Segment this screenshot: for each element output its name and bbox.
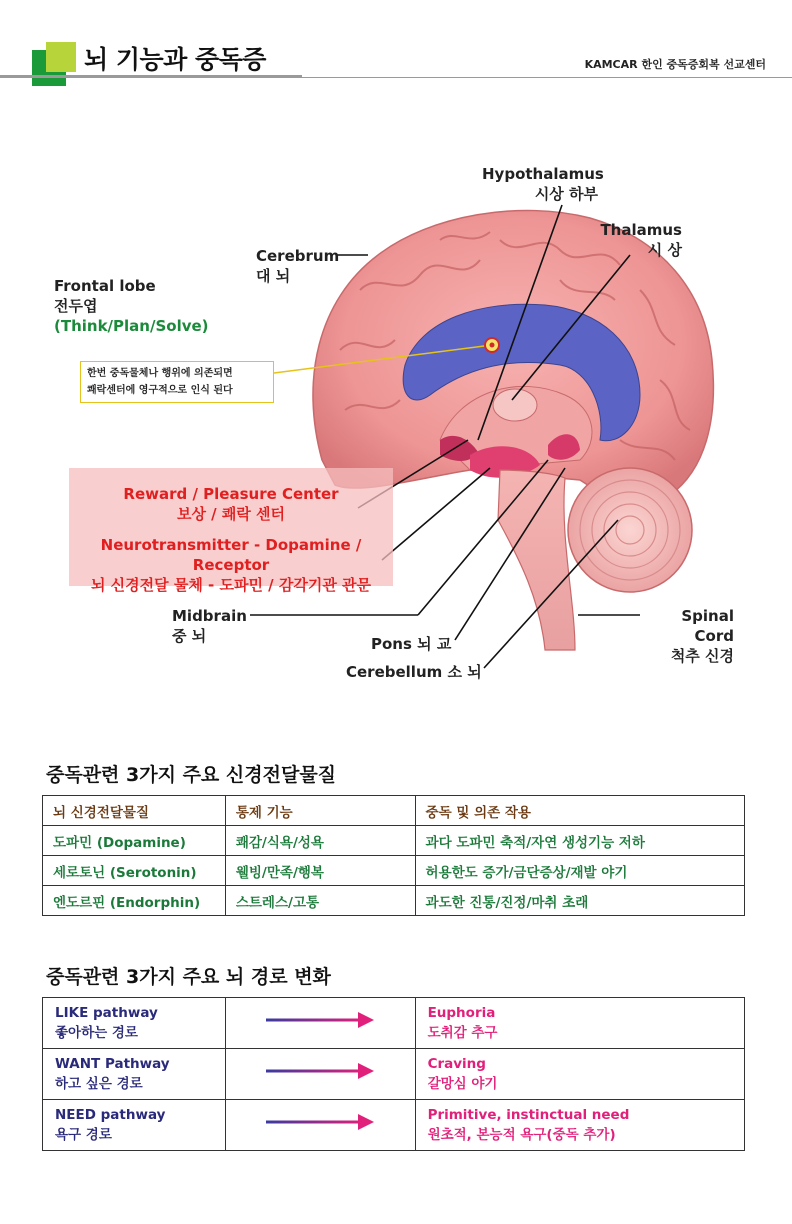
table-row (43, 826, 745, 856)
table-cell: 스트레스/고통 (225, 886, 415, 916)
reward-center-label: Reward / Pleasure Center 보상 / 쾌락 센터 (123, 485, 339, 523)
result-cell: Primitive, instinctual need 원초적, 본능적 욕구(중독 추가) (415, 1100, 744, 1151)
neurotransmitter-table-title: 중독관련 3가지 주요 신경전달물질 (46, 764, 337, 786)
cerebrum-label: Cerebrum 대 뇌 (256, 247, 340, 285)
result-cell: Euphoria 도취감 추구 (415, 998, 744, 1049)
pathway-cell: LIKE pathway 좋아하는 경로 (43, 998, 226, 1049)
frontal-lobe-label: Frontal lobe 전두엽 (Think/Plan/Solve) (54, 277, 209, 335)
table-row (43, 1100, 745, 1151)
arrow-right-icon (260, 1112, 380, 1132)
table-cell: 웰빙/만족/행복 (225, 856, 415, 886)
pons-label: Pons 뇌 교 (371, 635, 452, 653)
thalamus-label: Thalamus 시 상 (600, 221, 682, 259)
addiction-callout: 한번 중독물체나 행위에 의존되면 쾌락센터에 영구적으로 인식 된다 (80, 361, 274, 403)
table-row (43, 856, 745, 886)
pathway-table-title: 중독관련 3가지 주요 뇌 경로 변화 (46, 966, 331, 988)
header-accent-square-light (46, 42, 76, 72)
spinal-cord-label: Spinal Cord 척추 신경 (670, 607, 734, 665)
neurotransmitter-label: Neurotransmitter - Dopamine / Receptor 뇌 신경전달 물체 - 도파민 / 감각기관 관문 (90, 536, 372, 594)
table-cell: 과도한 진통/진정/마취 초래 (415, 886, 744, 916)
arrow-cell (225, 1049, 415, 1100)
arrow-right-icon (260, 1061, 380, 1081)
pathway-cell: NEED pathway 욕구 경로 (43, 1100, 226, 1151)
pathway-table (42, 997, 745, 1151)
brainstem-shape (498, 470, 575, 650)
neurotransmitter-table (42, 795, 745, 916)
table-header-row (43, 796, 745, 826)
organization-name: KAMCAR 한인 중독증회복 선교센터 (584, 58, 766, 71)
table-row (43, 1049, 745, 1100)
page-title: 뇌 기능과 중독증 (84, 45, 266, 74)
midbrain-label: Midbrain 중 뇌 (172, 607, 247, 645)
table-cell: 허용한도 증가/금단증상/재발 야기 (415, 856, 744, 886)
table-header-cell: 중독 및 의존 작용 (415, 796, 744, 826)
cerebellum-shape (568, 468, 692, 592)
table-cell: 엔도르핀 (Endorphin) (43, 886, 226, 916)
arrow-cell (225, 998, 415, 1049)
result-cell: Craving 갈망심 야기 (415, 1049, 744, 1100)
table-cell: 세로토닌 (Serotonin) (43, 856, 226, 886)
header-divider-thin (302, 77, 792, 78)
table-cell: 과다 도파민 축적/자연 생성기능 저하 (415, 826, 744, 856)
table-cell: 쾌감/식욕/성욕 (225, 826, 415, 856)
table-row (43, 886, 745, 916)
cerebellum-label: Cerebellum 소 뇌 (346, 663, 482, 681)
arrow-cell (225, 1100, 415, 1151)
table-header-cell: 뇌 신경전달물질 (43, 796, 226, 826)
hypothalamus-label: Hypothalamus 시상 하부 (482, 165, 604, 203)
table-cell: 도파민 (Dopamine) (43, 826, 226, 856)
header-divider (0, 75, 302, 78)
table-header-cell: 통제 기능 (225, 796, 415, 826)
pathway-cell: WANT Pathway 하고 싶은 경로 (43, 1049, 226, 1100)
arrow-right-icon (260, 1010, 380, 1030)
table-row (43, 998, 745, 1049)
